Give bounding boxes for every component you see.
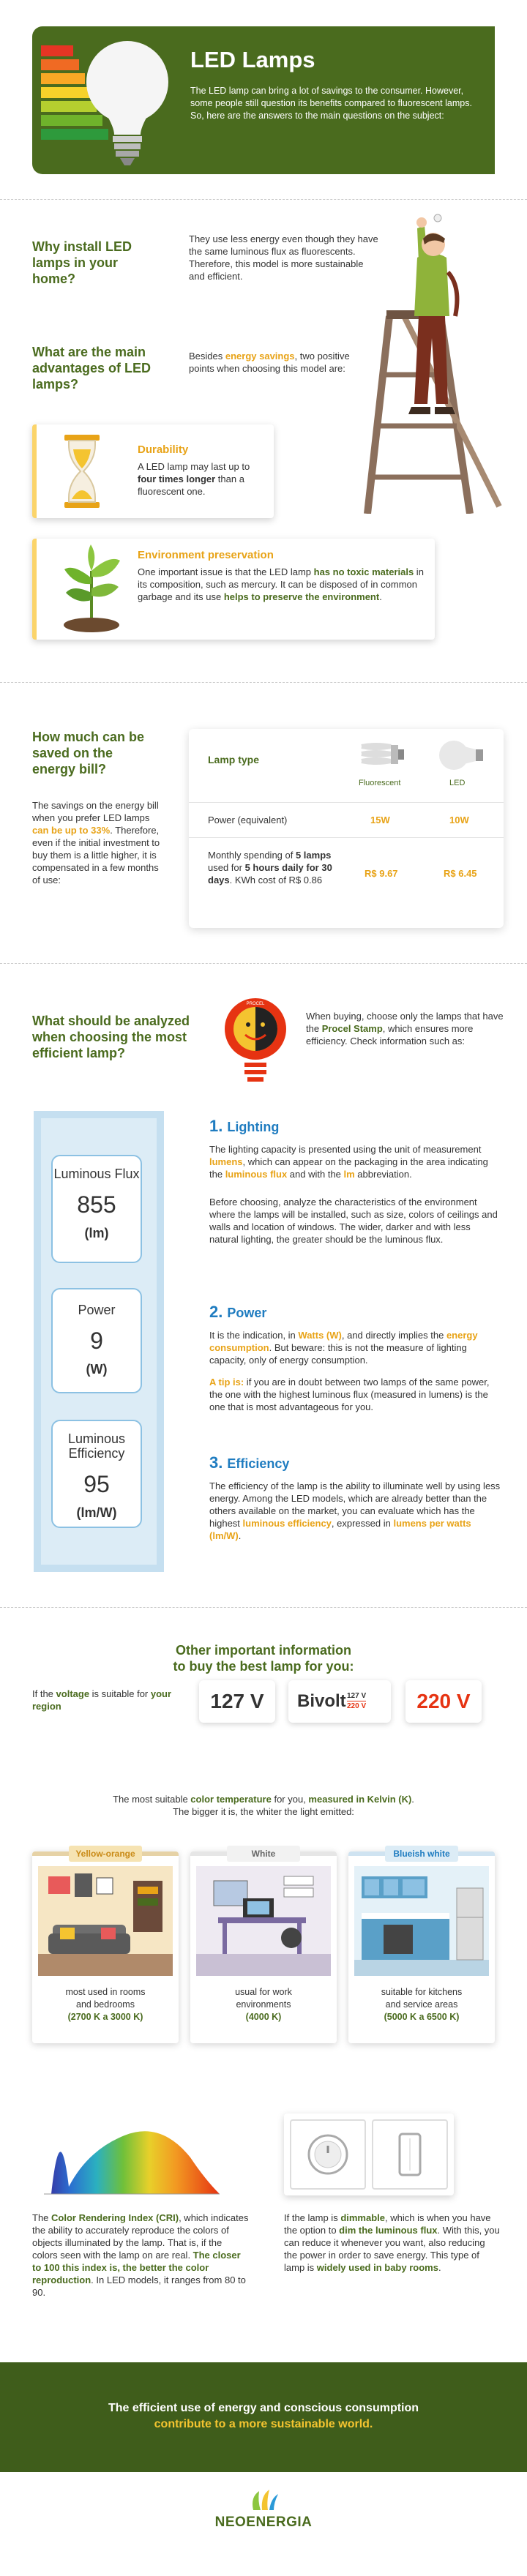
section-divider [0, 199, 527, 200]
lighting-text-2: Before choosing, analyze the characteristics of the environment where the lamps will be installed, such as size, colors of ceilings and walls and location of windows. The wider, darker and with less natural lighting, the greater should be the luminous flux. [209, 1197, 498, 1245]
footer-banner [0, 2362, 527, 2472]
table-row [189, 837, 504, 838]
spec-luminous-efficiency: Luminous Efficiency 95 (lm/W) [51, 1420, 142, 1528]
brand-name: NEOENERGIA [214, 2515, 313, 2530]
lighting-text-1: The lighting capacity is presented using the unit of measurement lumens, which can appear on the packaging in the area indicating the luminous flux and with the lm abbreviation. [209, 1144, 488, 1180]
lamp-package-specs [34, 1111, 164, 1572]
room-card-yellow-orange [32, 1849, 179, 2043]
table-row [189, 802, 504, 803]
efficiency-text: The efficiency of the lamp is the ability to illuminate well by using less energy. Among the LED models, which are already better than the others available on the market, you can evaluate which has the highest luminous efficiency, expressed in lumens per watts (lm/W). [209, 1480, 501, 1541]
environment-card [32, 539, 435, 640]
efficiency-title: 3. Efficiency [209, 1453, 290, 1472]
lighting-title: 1. Lighting [209, 1117, 280, 1135]
dimmer-knob-panel [290, 2119, 366, 2190]
spending-led: R$ 6.45 [444, 868, 477, 879]
advantages-title: What are the main advantages of LED lamps? [32, 345, 152, 392]
spec-power: Power 9 (W) [51, 1288, 142, 1393]
analyze-title: What should be analyzed when choosing the most efficient lamp? [32, 1014, 190, 1060]
section-divider [0, 963, 527, 964]
room-label: Blueish white [385, 1846, 458, 1862]
section-divider [0, 1607, 527, 1608]
power-text: It is the indication, in Watts (W), and directly implies the energy consumption. But beware: this is not the measure of lighting capacity, only of energy consumption. [209, 1330, 478, 1366]
dimmer-switch-illustration [284, 2113, 454, 2195]
procel-seal-icon [221, 997, 290, 1085]
other-title: Other important information to buy the best lamp for you: [173, 1643, 354, 1674]
intro-text: The LED lamp can bring a lot of savings to the consumer. However, some people still question its benefits compared to fluorescent lamps. So, here are the answers to the main questions on the subject: [190, 86, 472, 121]
savings-text: The savings on the energy bill when you prefer LED lamps can be up to 33%. Therefore, even if the initial investment to buy them is a little higher, it is compensated in a few months of use: [32, 800, 160, 886]
color-temperature-text: The most suitable color temperature for you, measured in Kelvin (K). The bigger it is, the whiter the light emitted: [113, 1794, 414, 1817]
room-card-blueish-white [348, 1849, 495, 2043]
savings-title: How much can be saved on the energy bill? [32, 730, 145, 776]
power-led: 10W [449, 815, 469, 825]
room-label: White [227, 1846, 300, 1862]
header-banner [32, 26, 495, 174]
dimmable-text: If the lamp is dimmable, which is when you have the option to dim the luminous flux. With this, you can reduce it whenever you want, also reducing the power in order to save energy. This type of lamp is widely used in baby rooms. [284, 2212, 500, 2273]
room-card-white [190, 1849, 337, 2043]
cri-text: The Color Rendering Index (CRI), which indicates the ability to accurately reproduce the colors of objects illuminated by the lamp. That is, if the colors seen with the lamp on are real. The closer to 100 this index is, the better the color reproduction. In LED models, it ranges from 80 to 90. [32, 2212, 249, 2298]
column-fluorescent: Fluorescent [359, 779, 401, 787]
power-tip: A tip is: if you are in doubt between two lamps of the same power, the one with the highest luminous flux (measured in lumens) is the one that is most advantageous for you. [209, 1377, 490, 1412]
man-on-ladder-illustration [338, 206, 514, 514]
why-text: They use less energy even though they have the same luminous flux as fluorescents. Therefore, this model is more sustainable and efficient. [189, 233, 378, 282]
voltage-127: 127 V [199, 1680, 275, 1723]
durability-title: Durability [138, 443, 189, 456]
table-header-lamp-type: Lamp type [208, 754, 260, 765]
room-caption: suitable for kitchens and service areas (5000 K a 6500 K) [381, 1987, 463, 2022]
led-bulb-icon [435, 739, 486, 771]
room-caption: usual for work environments (4000 K) [235, 1987, 292, 2022]
neoenergia-logo-icon [246, 2490, 281, 2512]
color-spectrum-illustration [44, 2106, 220, 2197]
room-label: Yellow-orange [69, 1846, 142, 1862]
power-fluorescent: 15W [370, 815, 390, 825]
plant-icon [59, 542, 124, 632]
price-comparison-table [189, 729, 504, 928]
voltage-text: If the voltage is suitable for your region [32, 1688, 172, 1712]
seal-text: PROCEL [246, 1002, 265, 1006]
energy-rating-bulb-icon [12, 25, 173, 174]
dimmer-knob-icon [291, 2121, 365, 2188]
office-illustration [196, 1866, 331, 1976]
spec-luminous-flux: Luminous Flux 855 (lm) [51, 1155, 142, 1263]
hourglass-icon [61, 435, 102, 508]
power-row-label: Power (equivalent) [208, 815, 288, 825]
analyze-text: When buying, choose only the lamps that have the Procel Stamp, which ensures more efficiency. Check information such as: [306, 1011, 504, 1046]
room-caption: most used in rooms and bedrooms (2700 K a 3000 K) [65, 1987, 146, 2022]
column-led: LED [449, 779, 466, 787]
voltage-220: 220 V [405, 1680, 482, 1723]
advantages-text: Besides energy savings, two positive points when choosing this model are: [189, 351, 350, 374]
kitchen-illustration [354, 1866, 489, 1976]
fluorescent-bulb-icon [359, 741, 405, 770]
voltage-bivolt: Bivolt 127 V 220 V [288, 1680, 391, 1723]
environment-title: Environment preservation [138, 549, 274, 561]
light-switch-panel [372, 2119, 448, 2190]
durability-card [32, 424, 274, 518]
section-divider [0, 682, 527, 683]
living-room-illustration [38, 1866, 173, 1976]
spending-fluorescent: R$ 9.67 [365, 868, 398, 879]
durability-text: A LED lamp may last up to four times longer than a fluorescent one. [138, 461, 250, 497]
footer-message: The efficient use of energy and conscious consumption contribute to a more sustainable world. [108, 2402, 419, 2430]
why-title: Why install LED lamps in your home? [32, 239, 132, 286]
power-title: 2. Power [209, 1303, 267, 1321]
environment-text: One important issue is that the LED lamp has no toxic materials in its composition, such as mercury. It can be disposed of in common garbage and its use helps to preserve the environment. [138, 566, 424, 602]
spending-row-label: Monthly spending of 5 lamps used for 5 hours daily for 30 days. KWh cost of R$ 0.86 [208, 850, 332, 886]
page-title: LED Lamps [190, 47, 315, 72]
light-switch-icon [373, 2121, 446, 2188]
